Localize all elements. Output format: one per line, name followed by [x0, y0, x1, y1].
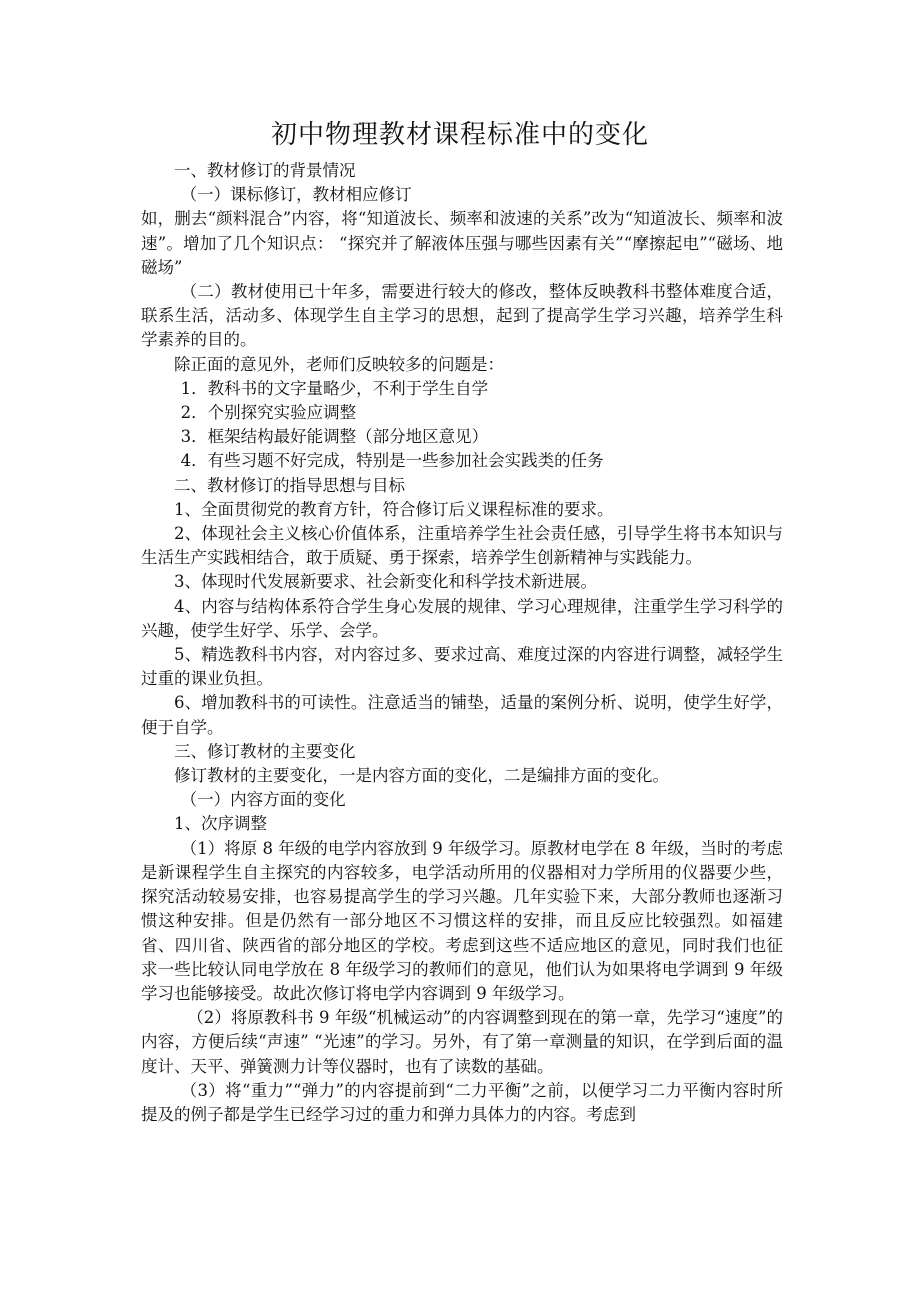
paragraph: 一、教材修订的背景情况 — [174, 161, 356, 180]
document-title: 初中物理教材课程标准中的变化 — [270, 120, 649, 150]
paragraph: （2）将原教科书 9 年级“机械运动”的内容调整到现在的第一章，先学习“速度”的内容，方便后续“声速” “光速”的学习。另外，有了第一章测量的知识，在学到后面的温度计、天平、弹簧测力计等仪器时，也有了读数的基础。 — [141, 1008, 783, 1076]
paragraph: （一）课标修订，教材相应修订 — [180, 185, 412, 205]
section-heading: 三、修订教材的主要变化 — [174, 741, 356, 761]
paragraph: 6、增加教科书的可读性。注意适当的铺垫，适量的案例分析、说明，使学生好学，便于自学。 — [141, 693, 783, 737]
paragraph: （1）将原 8 年级的电学内容放到 9 年级学习。原教材电学在 8 年级，当时的考虑是新课程学生自主探究的内容较多，电学活动所用的仪器相对力学所用的仪器要少些，探究活动较易安排，也容易提高学生的学习兴趣。几年实验下来，大部分教师也逐渐习惯这种安排。但是仍然有一部分地区不习惯这样的安排，而且反应比较强烈。如福建省、四川省、陕西省的部分地区的学校。考虑到这些不适应地区的意见，同时我们也征求一些比较认同电学放在 8 年级学习的教师们的意见，他们认为如果将电学调到 9 年级学习也能够接受。故此次修订将电学内容调到 9 年级学习。 — [141, 838, 783, 1003]
paragraph: 1、全面贯彻党的教育方针，符合修订后义课程标准的要求。 — [174, 499, 614, 519]
section-heading: 二、教材修订的指导思想与目标 — [174, 475, 405, 495]
paragraph: 4、内容与结构体系符合学生身心发展的规律、学习心理规律，注重学生学习科学的兴趣，使学生好学、乐学、会学。 — [141, 596, 783, 640]
paragraph: 2、体现社会主义核心价值体系，注重培养学生社会责任感，引导学生将书本知识与生活生产实践相结合，敢于质疑、勇于探索，培养学生创新精神与实践能力。 — [141, 524, 783, 568]
document-body — [141, 159, 783, 1127]
paragraph: 修订教材的主要变化，一是内容方面的变化，二是编排方面的变化。 — [174, 766, 669, 786]
paragraph: 如，删去“颜料混合”内容，将“知道波长、频率和波速的关系”改为“知道波长、频率和波速”。增加了几个知识点： “探究并了解液体压强与哪些因素有关”“摩擦起电”“磁场、地磁场” — [141, 209, 783, 277]
list-item: 4．有些习题不好完成，特别是一些参加社会实践类的任务 — [180, 451, 604, 471]
list-item: 1．教科书的文字量略少，不利于学生自学 — [180, 378, 489, 398]
paragraph: （二）教材使用已十年多，需要进行较大的修改，整体反映教科书整体难度合适，联系生活，活动多、体现学生自主学习的思想，起到了提高学生学习兴趣，培养学生科学素养的目的。 — [141, 282, 783, 350]
list-item: 3．框架结构最好能调整（部分地区意见） — [180, 427, 489, 447]
paragraph: 3、体现时代发展新要求、社会新变化和科学技术新进展。 — [174, 572, 597, 592]
paragraph: 5、精选教科书内容，对内容过多、要求过高、难度过深的内容进行调整，减轻学生过重的课业负担。 — [141, 645, 783, 689]
list-item: 2．个别探究实验应调整 — [180, 403, 357, 423]
paragraph: 除正面的意见外，老师们反映较多的问题是： — [174, 354, 504, 374]
paragraph: （3）将“重力”“弹力”的内容提前到“二力平衡”之前，以便学习二力平衡内容时所提及的例子都是学生已经学习过的重力和弹力具体力的内容。考虑到 — [141, 1080, 783, 1124]
subsection-heading: 1、次序调整 — [174, 814, 267, 834]
subsection-heading: （一）内容方面的变化 — [180, 790, 346, 810]
